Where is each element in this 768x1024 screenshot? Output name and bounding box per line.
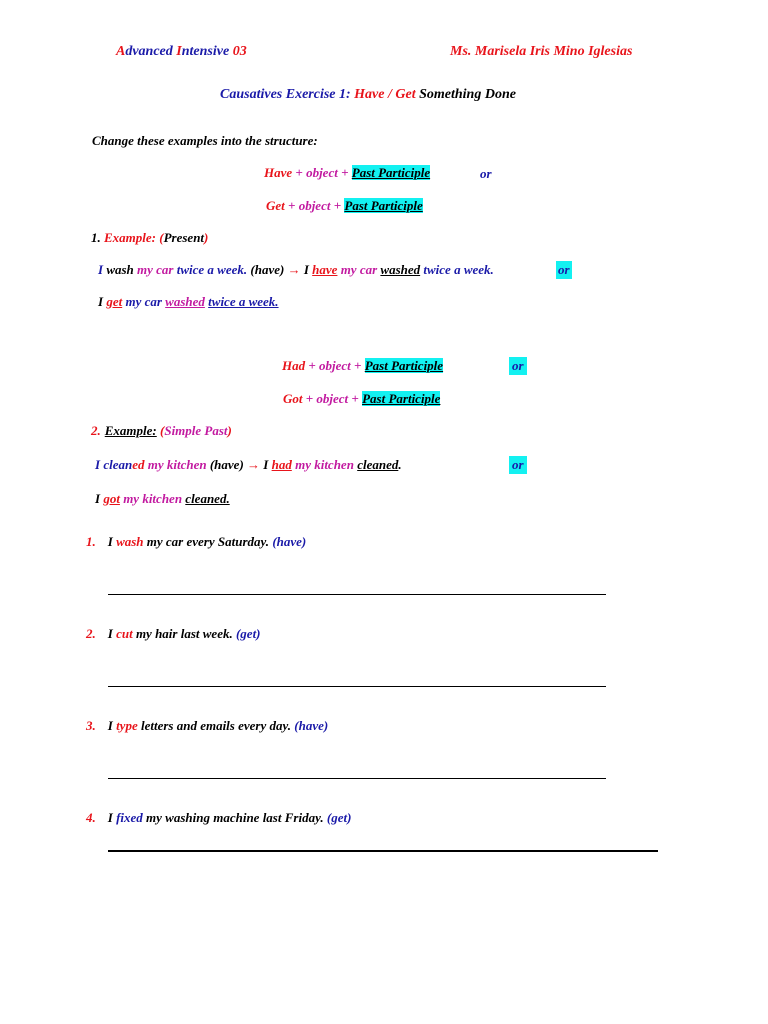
paren-open: ( <box>156 230 164 245</box>
word: twice a week. <box>173 262 248 277</box>
paren-open: ( <box>156 423 165 438</box>
word: have <box>312 262 338 277</box>
word: (have) <box>206 457 248 472</box>
structure-past-participle: Past Participle <box>344 198 423 213</box>
structure-or-2: or <box>509 357 527 375</box>
word: clean <box>100 457 133 472</box>
example-number: 1. <box>91 230 101 245</box>
example-label: Example: <box>104 423 157 438</box>
structure-object: + object + <box>302 391 363 406</box>
paren-close: ) <box>227 423 232 438</box>
course-text-2: ntensive <box>181 44 233 59</box>
exercise-verb: wash <box>116 534 144 549</box>
word: I <box>107 718 117 733</box>
course-letter-i: I <box>176 44 182 59</box>
example-2-heading <box>91 422 232 440</box>
structure-past-participle: Past Participle <box>364 358 444 373</box>
word: I <box>98 262 104 277</box>
word: my car <box>337 262 381 277</box>
structure-verb: Got <box>283 391 303 406</box>
word: . <box>398 457 402 472</box>
course-text-1: dvanced <box>125 44 177 59</box>
word: my washing machine last Friday. <box>142 810 327 825</box>
structure-verb: Get <box>266 198 285 213</box>
exercise-hint: (have) <box>294 718 329 733</box>
example-tense: Simple Past <box>164 423 228 438</box>
structure-verb: Had <box>282 358 306 373</box>
example-1-line-1 <box>98 261 494 279</box>
exercise-hint: (get) <box>235 626 261 641</box>
structure-had <box>282 357 443 375</box>
structure-past-participle: Past Participle <box>351 165 431 180</box>
word: my car every Saturday. <box>143 534 273 549</box>
structure-object: + object + <box>292 165 352 180</box>
course-letter-a: A <box>116 44 126 59</box>
answer-line[interactable] <box>108 594 606 595</box>
word: had <box>271 457 292 472</box>
word: twice a week. <box>420 262 494 277</box>
answer-line[interactable] <box>108 686 606 687</box>
word: cleaned. <box>185 491 230 506</box>
exercise-number: 1. <box>86 534 96 549</box>
word: my kitchen <box>291 457 358 472</box>
answer-line[interactable] <box>108 778 606 779</box>
structure-past-participle: Past Participle <box>362 391 441 406</box>
exercise-hint: (have) <box>272 534 307 549</box>
word: get <box>106 294 123 309</box>
exercise-hint: (get) <box>326 810 352 825</box>
word: my hair last week. <box>132 626 236 641</box>
answer-line[interactable] <box>108 850 658 852</box>
example-label: Example: <box>104 230 156 245</box>
word: I <box>107 534 117 549</box>
word: my car <box>137 262 174 277</box>
example-1-line-2 <box>98 293 279 311</box>
title-have: Have <box>354 87 385 102</box>
word: I <box>98 294 107 309</box>
word: twice a week. <box>208 294 279 309</box>
arrow-icon: → <box>247 457 261 472</box>
word: wash <box>103 262 138 277</box>
word: my kitchen <box>119 491 186 506</box>
title-rest: Something Done <box>415 87 516 102</box>
course-title <box>116 43 247 61</box>
structure-or-1: or <box>480 166 492 181</box>
course-number: 03 <box>232 44 247 59</box>
example-2-line-2 <box>95 490 230 508</box>
word: I <box>95 491 104 506</box>
word: my car <box>122 294 166 309</box>
word: washed <box>165 294 205 309</box>
word: I <box>300 262 313 277</box>
exercise-verb: fixed <box>116 810 143 825</box>
word: I <box>107 810 117 825</box>
example-2-or: or <box>509 456 527 474</box>
word: I <box>260 457 272 472</box>
instruction: Change these examples into the structure: <box>92 133 318 148</box>
example-2-line-1 <box>95 456 402 474</box>
word: I <box>95 457 101 472</box>
structure-got <box>283 390 440 408</box>
teacher-name <box>450 43 632 61</box>
structure-get <box>266 197 423 215</box>
exercise-number: 2. <box>86 626 96 641</box>
word: letters and emails every day. <box>137 718 295 733</box>
exercise-item <box>86 533 306 551</box>
title-part1: Causatives Exercise 1: <box>220 87 355 102</box>
exercise-item <box>86 625 261 643</box>
word: (have) <box>247 262 288 277</box>
teacher-text: Ms. Marisela Iris Mino Iglesias <box>450 44 633 59</box>
example-1-heading <box>91 229 208 247</box>
word: I <box>107 626 117 641</box>
exercise-verb: type <box>116 718 138 733</box>
example-1-or: or <box>558 262 570 277</box>
exercise-title <box>220 86 516 104</box>
example-number: 2. <box>91 423 101 438</box>
arrow-icon: → <box>287 262 301 277</box>
structure-object: + object + <box>284 198 345 213</box>
title-get: Get <box>395 87 416 102</box>
word: ed <box>132 457 145 472</box>
exercise-verb: cut <box>116 626 133 641</box>
exercise-number: 4. <box>86 810 96 825</box>
structure-have <box>264 164 430 182</box>
exercise-item <box>86 809 351 827</box>
exercise-item <box>86 717 328 735</box>
paren-close: ) <box>204 230 209 245</box>
title-slash: / <box>384 87 396 102</box>
exercise-number: 3. <box>86 718 96 733</box>
structure-object: + object + <box>305 358 365 373</box>
structure-verb: Have <box>264 165 293 180</box>
example-tense: Present <box>163 230 205 245</box>
word: washed <box>380 262 421 277</box>
word: my kitchen <box>144 457 207 472</box>
word: got <box>103 491 120 506</box>
word: cleaned <box>357 457 399 472</box>
